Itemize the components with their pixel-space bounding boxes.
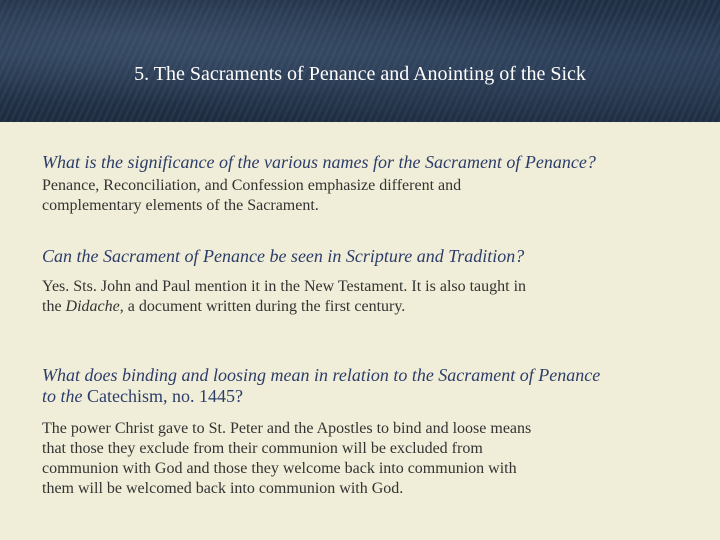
answer-1-line-1: Penance, Reconciliation, and Confession emphasize different and: [42, 177, 462, 194]
question-3-line-2: [42, 386, 720, 407]
answer-3-line-3: communion with God and those they welcome back into communion with: [42, 460, 517, 477]
answer-2-line-2-suffix: , a document written during the first century.: [119, 298, 406, 315]
question-2: Can the Sacrament of Penance be seen in Scripture and Tradition?: [42, 246, 525, 266]
slide-body: [0, 122, 720, 540]
question-3: [42, 365, 720, 407]
didache-title: Didache: [65, 298, 120, 315]
catechism-reference: Catechism, no. 1445?: [87, 386, 243, 406]
answer-2-line-2-prefix: the: [42, 298, 66, 315]
answer-2-line-2: [42, 297, 702, 317]
answer-3-line-1: The power Christ gave to St. Peter and the Apostles to bind and loose means: [42, 420, 532, 437]
answer-3-line-4: them will be welcomed back into communion with God.: [42, 480, 404, 497]
title-banner: [0, 0, 720, 122]
answer-3-line-2: that those they exclude from their communion will be excluded from: [42, 440, 483, 457]
answer-3: [42, 419, 702, 499]
answer-1-line-2: complementary elements of the Sacrament.: [42, 197, 319, 214]
question-1: What is the significance of the various names for the Sacrament of Penance?: [42, 152, 596, 172]
question-3-line-2-italic: to the: [42, 386, 87, 406]
answer-2-line-1: Yes. Sts. John and Paul mention it in the New Testament. It is also taught in: [42, 278, 527, 295]
answer-1: [42, 176, 702, 216]
answer-2: [42, 277, 702, 317]
slide-title: 5. The Sacraments of Penance and Anointing of the Sick: [134, 63, 586, 85]
question-3-line-1: What does binding and loosing mean in relation to the Sacrament of Penance: [42, 365, 601, 385]
